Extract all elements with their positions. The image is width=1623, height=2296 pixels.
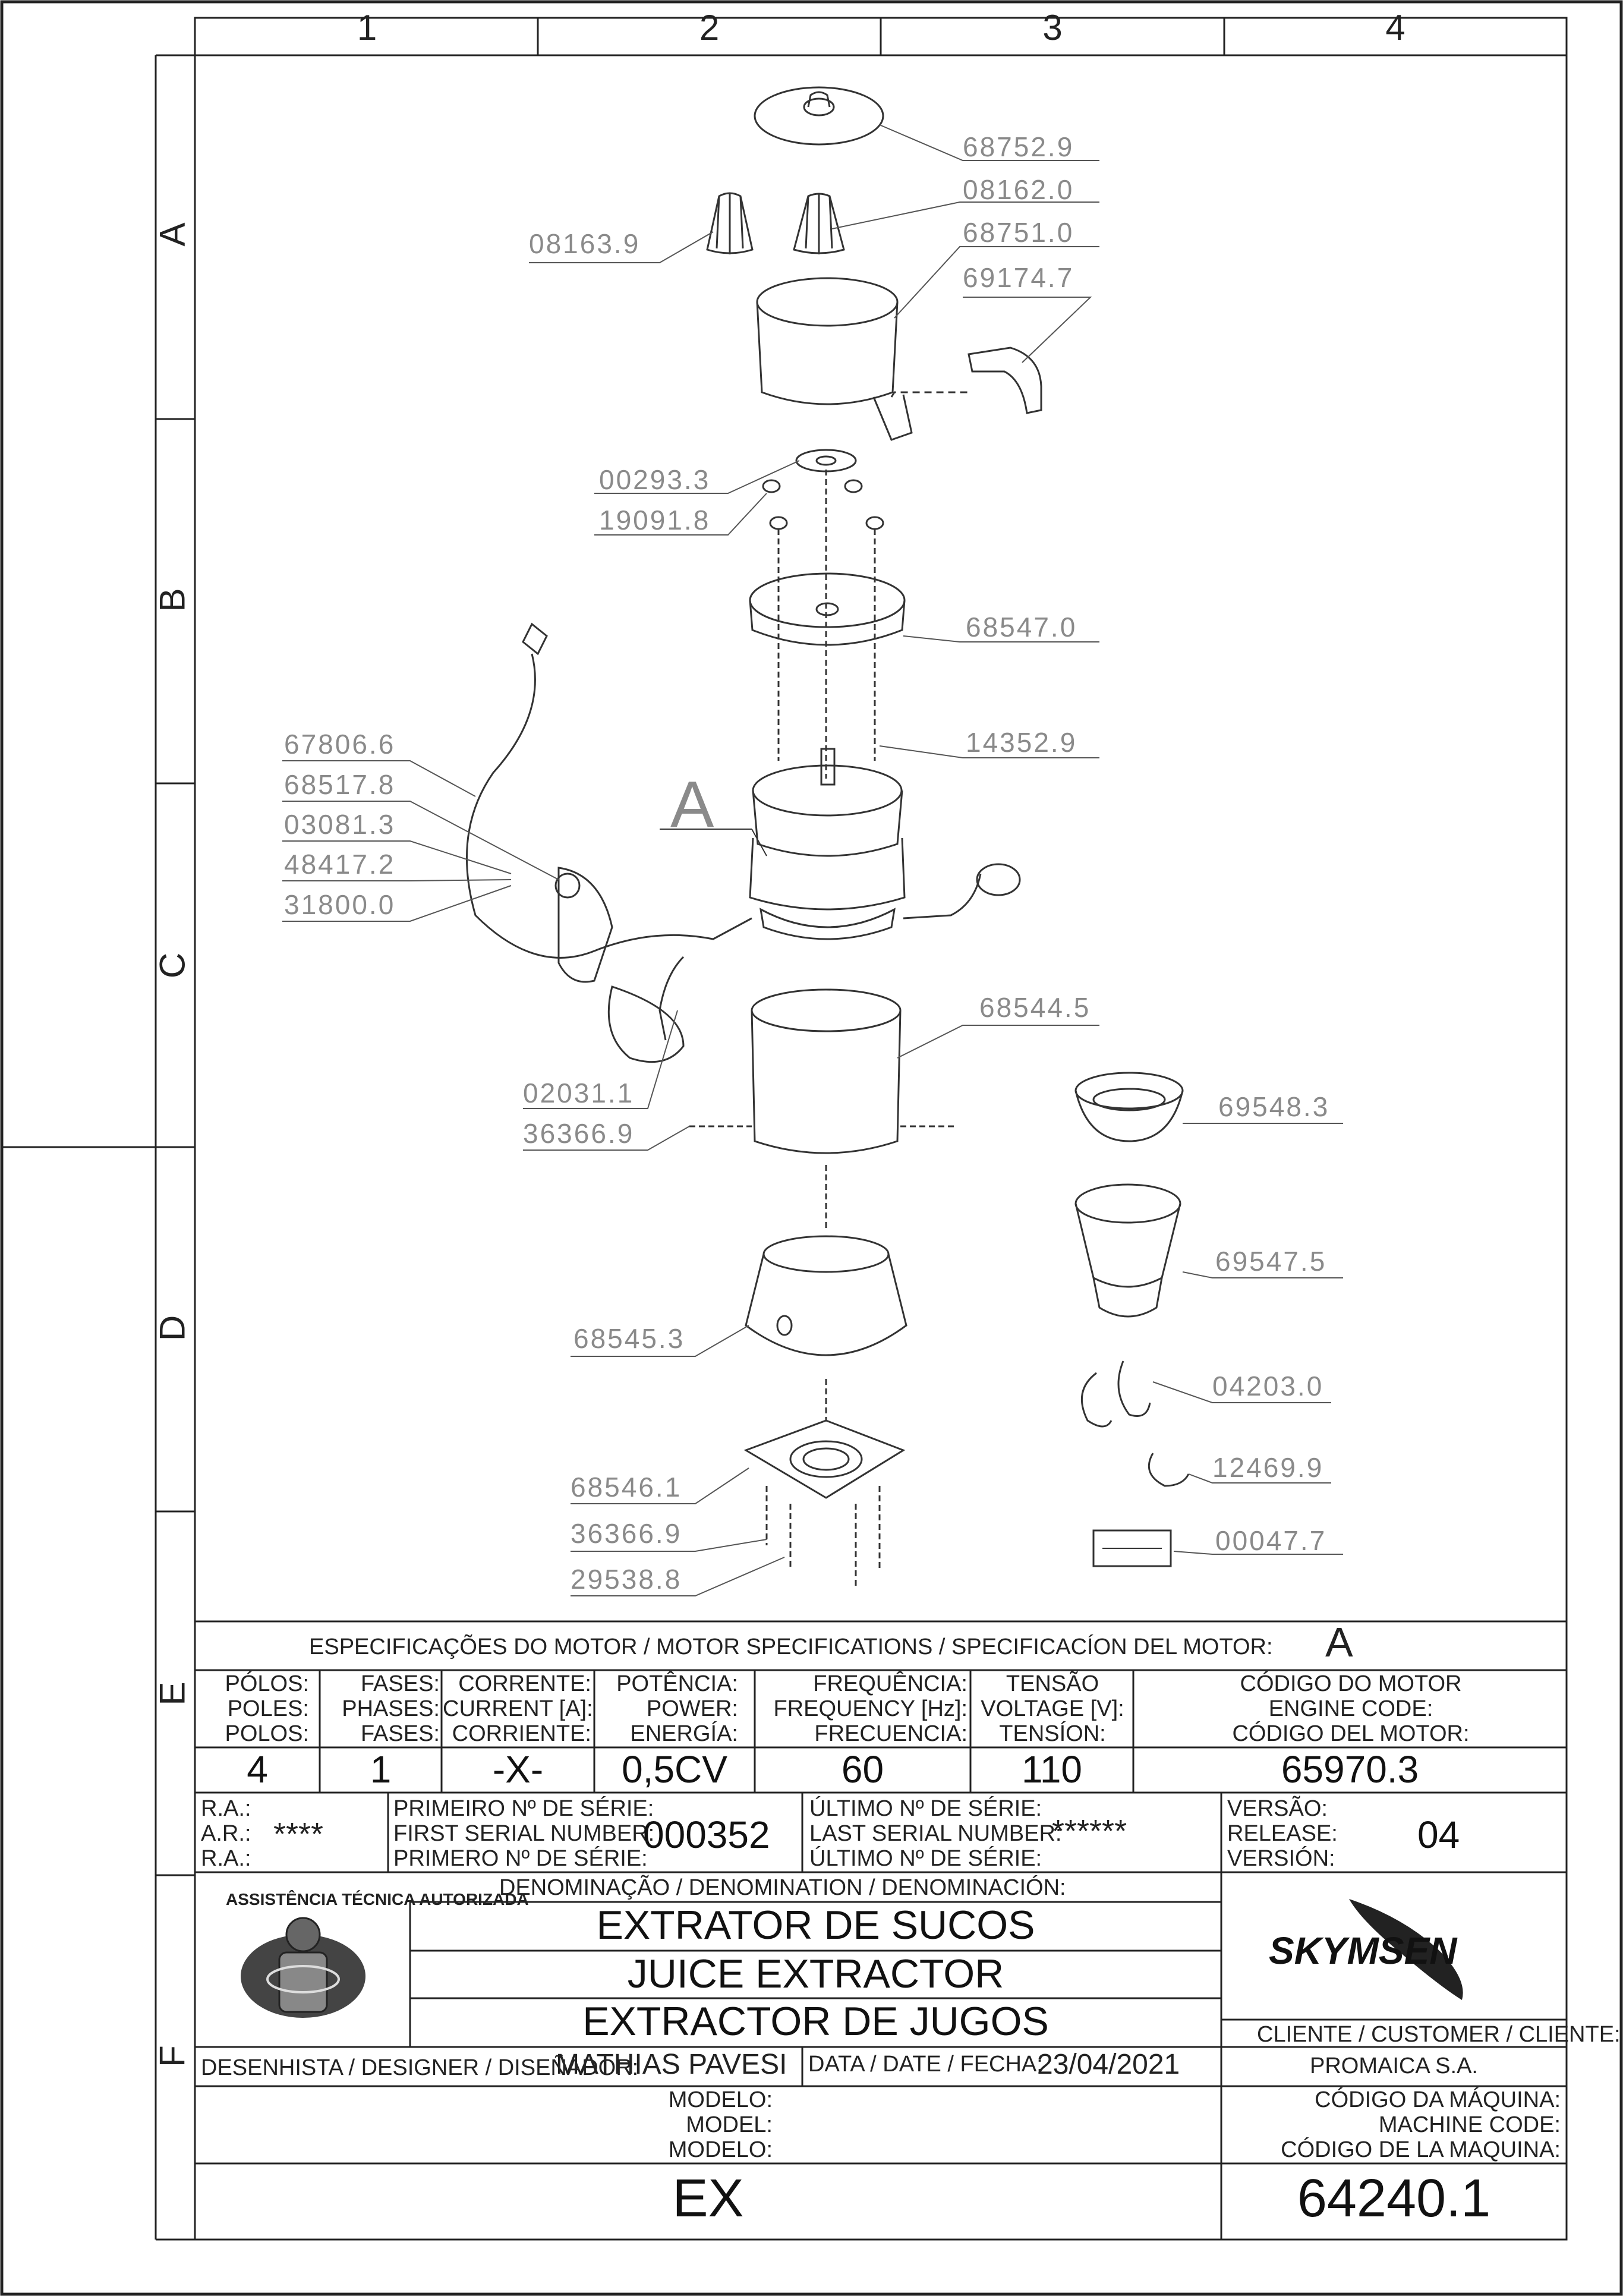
motor-top: [753, 766, 902, 815]
part-label-19091-8: 19091.8: [599, 505, 711, 536]
date-value: 23/04/2021: [1037, 2049, 1180, 2080]
last-serial-value: ******: [1052, 1813, 1127, 1849]
cover-shape: [750, 574, 905, 627]
first-serial-value: 000352: [643, 1813, 770, 1856]
exploded-view: [467, 87, 1189, 1587]
last-serial-labels: ÚLTIMO Nº DE SÉRIE: LAST SERIAL NUMBER: ÚLTIMO Nº DE SÉRIE:: [809, 1796, 1062, 1871]
ra-labels: R.A.: A.R.: R.A.:: [201, 1796, 251, 1871]
release-labels: VERSÃO: RELEASE: VERSIÓN:: [1227, 1796, 1338, 1871]
column-header-4: 4: [1385, 8, 1405, 48]
spec-engine-labels: CÓDIGO DO MOTOR ENGINE CODE: CÓDIGO DEL MOTOR:: [1232, 1671, 1470, 1746]
machine-code-value: 64240.1: [1297, 2169, 1491, 2228]
seal-text: ASSISTÊNCIA TÉCNICA AUTORIZADA: [226, 1890, 529, 1908]
sieve-shape: [1076, 1073, 1183, 1108]
part-label-00293-3: 00293.3: [599, 464, 711, 495]
part-label-68751-0: 68751.0: [963, 217, 1074, 248]
motor-callout: A: [670, 768, 714, 841]
first-serial-labels: PRIMEIRO Nº DE SÉRIE: FIRST SERIAL NUMBER: PRIMERO Nº DE SÉRIE:: [393, 1796, 655, 1871]
part-label-02031-1: 02031.1: [523, 1078, 635, 1108]
column-header-3: 3: [1042, 8, 1063, 48]
clip-shape: [1082, 1373, 1111, 1426]
part-label-00047-7: 00047.7: [1215, 1525, 1327, 1556]
spec-power-labels: POTÊNCIA: POWER: ENERGÍA:: [616, 1671, 738, 1746]
spout-shape: [969, 348, 1041, 413]
row-header-d: D: [152, 1315, 193, 1341]
part-label-08163-9: 08163.9: [529, 228, 641, 259]
part-label-68544-5: 68544.5: [979, 992, 1091, 1023]
machine-code-labels: CÓDIGO DA MÁQUINA: MACHINE CODE: CÓDIGO DE LA MAQUINA:: [1281, 2087, 1561, 2162]
row-header-a: A: [152, 222, 193, 247]
spec-frequency-value: 60: [841, 1748, 884, 1791]
spec-phases-labels: FASES: PHASES: FASES:: [342, 1671, 440, 1746]
row-header-b: B: [152, 588, 193, 612]
leader-lines: [282, 125, 1343, 1596]
column-header-1: 1: [357, 8, 377, 48]
spec-power-value: 0,5CV: [622, 1748, 727, 1791]
spec-title: ESPECIFICAÇÕES DO MOTOR / MOTOR SPECIFICATIONS / SPECIFICACÍON DEL MOTOR:: [309, 1634, 1273, 1659]
seal-emblem: [241, 1918, 365, 2018]
client-label: CLIENTE / CUSTOMER / CLIENTE:: [1257, 2022, 1621, 2047]
row-header-e: E: [152, 1681, 193, 1706]
spec-voltage-labels: TENSÃO VOLTAGE [V]: TENSÍON:: [981, 1671, 1124, 1746]
plug-shape: [523, 624, 547, 654]
part-label-67806-6: 67806.6: [284, 729, 396, 760]
part-label-36366-9: 36366.9: [523, 1118, 635, 1149]
spec-poles-labels: PÓLOS: POLES: POLOS:: [225, 1671, 309, 1746]
part-label-36366-9-b: 36366.9: [571, 1518, 682, 1549]
spec-poles-value: 4: [247, 1748, 268, 1791]
release-value: 04: [1417, 1813, 1460, 1856]
part-label-03081-3: 03081.3: [284, 809, 396, 840]
bowl-shape: [757, 278, 897, 326]
spec-current-value: -X-: [492, 1748, 544, 1791]
part-label-29538-8: 29538.8: [571, 1564, 682, 1595]
part-label-68545-3: 68545.3: [573, 1323, 685, 1354]
part-label-04203-0: 04203.0: [1212, 1371, 1324, 1401]
client-value: PROMAICA S.A.: [1310, 2054, 1478, 2078]
part-label-68547-0: 68547.0: [966, 612, 1077, 642]
denomination-title: DENOMINAÇÃO / DENOMINATION / DENOMINACIÓN:: [499, 1875, 1066, 1900]
housing-shape: [752, 990, 900, 1031]
denomination-en: JUICE EXTRACTOR: [627, 1951, 1004, 1996]
spec-phases-value: 1: [370, 1748, 392, 1791]
date-label: DATA / DATE / FECHA:: [808, 2052, 1043, 2077]
ra-value: ****: [273, 1816, 324, 1852]
base-shape: [764, 1236, 888, 1272]
part-label-68517-8: 68517.8: [284, 769, 396, 800]
part-label-31800-0: 31800.0: [284, 889, 396, 920]
part-label-48417-2: 48417.2: [284, 849, 396, 880]
column-header-2: 2: [699, 8, 720, 48]
spec-motor-ref: A: [1325, 1619, 1353, 1665]
brand-logo: SKYMSEN: [1269, 1929, 1457, 1972]
part-label-12469-9: 12469.9: [1212, 1452, 1324, 1483]
part-label-08162-0: 08162.0: [963, 174, 1074, 205]
spec-frequency-labels: FREQUÊNCIA: FREQUENCY [Hz]: FRECUENCIA:: [773, 1671, 968, 1746]
part-label-69548-3: 69548.3: [1218, 1091, 1330, 1122]
denomination-es: EXTRACTOR DE JUGOS: [582, 1999, 1049, 2044]
part-label-69174-7: 69174.7: [963, 262, 1074, 293]
spec-engine-value: 65970.3: [1281, 1748, 1419, 1791]
part-label-14352-9: 14352.9: [966, 727, 1077, 758]
model-labels: MODELO: MODEL: MODELO:: [668, 2087, 773, 2162]
row-header-c: C: [152, 952, 193, 979]
denomination-pt: EXTRATOR DE SUCOS: [596, 1903, 1035, 1948]
model-value: EX: [672, 2169, 744, 2228]
cup-shape: [1076, 1185, 1180, 1223]
designer-value: MATHIAS PAVESI: [556, 2049, 787, 2080]
part-label-68752-9: 68752.9: [963, 131, 1074, 162]
part-label-68546-1: 68546.1: [571, 1472, 682, 1503]
spec-current-labels: CORRENTE: CURRENT [A]: CORRIENTE:: [443, 1671, 593, 1746]
part-label-69547-5: 69547.5: [1215, 1246, 1327, 1277]
row-header-f: F: [152, 2045, 193, 2067]
spec-voltage-value: 110: [1021, 1748, 1083, 1791]
designer-label: DESENHISTA / DESIGNER / DISEÑADOR:: [201, 2055, 639, 2080]
